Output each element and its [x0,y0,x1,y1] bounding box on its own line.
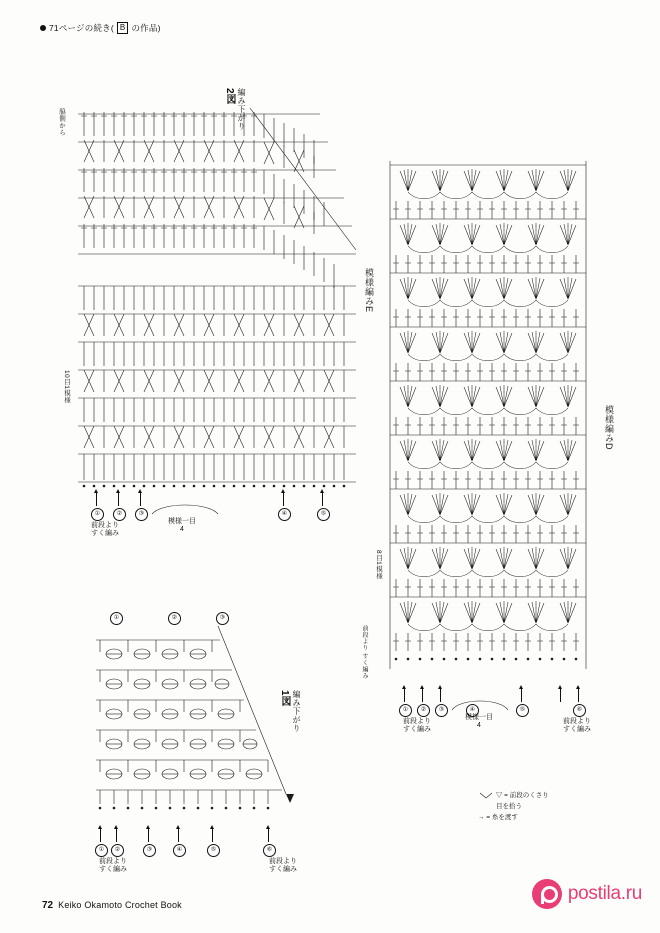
marker-circle: ① [91,508,104,521]
marker-circle: ③ [435,704,448,717]
diagram-d-row-label: 8目1模様 [375,550,382,580]
arrow-up-icon [212,828,213,842]
arrow-up-icon [521,688,522,702]
marker-circle: ③ [143,844,156,857]
diagram-2-chart [70,90,360,510]
pattern-e-label: 模様編みE [364,268,374,313]
diagram-1-title-line2: 編み下がり [292,690,301,733]
diagram-2-repeat-label: 模様一目 4 [168,518,196,534]
marker-circle: ① [95,844,108,857]
marker-circle: ③ [216,612,229,625]
legend-symbol-chain-icon [478,791,494,799]
repeat-bracket [450,698,510,712]
legend-line-3: → = 糸を渡す [478,814,518,822]
diagram-d-chart [388,155,588,675]
marker-circle: ⑥ [263,844,276,857]
page-footer [42,900,182,911]
arrow-up-icon [100,828,101,842]
diagram-d-foundation-label-2: 前段より すく編み [563,718,591,734]
watermark [532,879,642,909]
marker-circle: ① [110,612,123,625]
arrow-up-icon [283,492,284,506]
marker-circle: ④ [278,508,291,521]
diagram-2-title-line2: 編み下がり [237,88,246,131]
diagram-2-side-label: 脇側から [58,108,65,136]
bullet-icon [40,25,46,31]
postila-logo-icon [532,879,562,909]
marker-circle: ⑤ [516,704,529,717]
legend-line-1: ▽ = 前段のくさり [495,792,549,799]
marker-circle: ⑤ [207,844,220,857]
header-note [40,22,161,34]
arrow-up-icon [404,688,405,702]
arrow-up-icon [578,688,579,702]
book-title: Keiko Okamoto Crochet Book [58,900,182,910]
diagram-2-row-label: 10目1模様 [63,370,70,404]
marker-circle: ④ [173,844,186,857]
marker-circle: ② [111,844,124,857]
header-note-text-2: の作品) [131,23,161,33]
marker-circle: ② [168,612,181,625]
page-number: 72 [42,900,54,911]
legend-line-2: 目を拾う [496,803,522,811]
marker-circle: ⑥ [573,704,586,717]
diagram-1-foundation-label-2: 前段より すく編み [269,858,297,874]
marker-circle: ⑤ [317,508,330,521]
arrow-up-icon [560,688,561,702]
diagram-2-panel [58,88,360,510]
marker-circle: ② [113,508,126,521]
arrow-up-icon [116,828,117,842]
diagram-d-side-foundation-label: 前段より すく編み [361,625,367,680]
legend-box [478,790,549,823]
header-note-boxed-label: B [117,22,129,34]
diagram-1-panel [90,615,300,828]
header-note-text-1: 71ページの続き( [49,23,114,33]
marker-circle: ④ [466,704,479,717]
marker-circle: ① [399,704,412,717]
arrow-up-icon [178,828,179,842]
repeat-bracket [150,502,220,516]
arrow-up-icon [322,492,323,506]
pattern-d-label: 模様編みD [604,405,614,450]
diagram-2-title-line1: 2図 [224,88,235,105]
diagram-d-repeat-label: 模様一目 4 [465,714,493,730]
arrow-up-icon [148,828,149,842]
marker-circle: ③ [135,508,148,521]
arrow-up-icon [140,492,141,506]
arrow-up-icon [440,688,441,702]
arrow-up-icon [96,492,97,506]
arrow-up-icon [118,492,119,506]
arrow-up-icon [268,828,269,842]
diagram-d-foundation-label: 前段より すく編み [403,718,431,734]
diagram-2-foundation-label: 前段より すく編み [91,522,119,538]
diagram-1-chart [90,618,300,828]
arrow-up-icon [422,688,423,702]
diagram-1-foundation-label: 前段より すく編み [99,858,127,874]
diagram-1-title-line1: 1図 [279,690,290,707]
marker-circle: ② [417,704,430,717]
watermark-text: postila.ru [567,883,642,904]
